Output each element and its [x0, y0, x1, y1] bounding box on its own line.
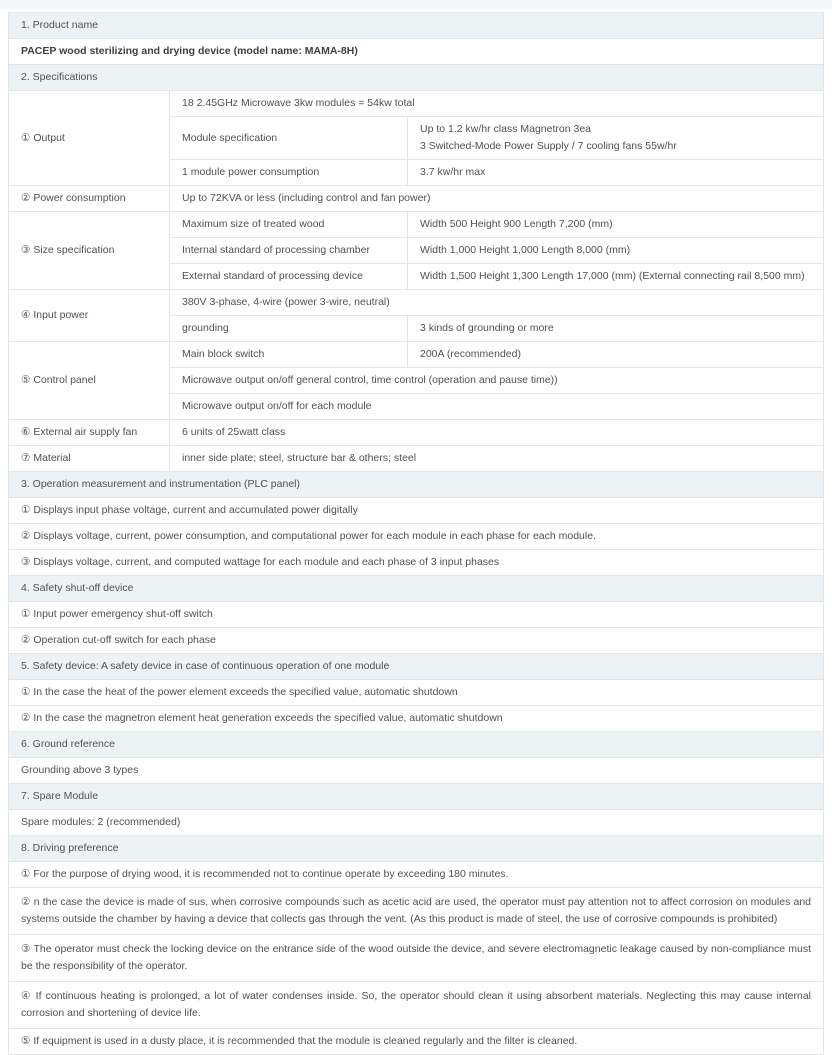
grounding-label: grounding — [170, 316, 408, 342]
driving-item-row — [9, 1029, 824, 1055]
driving-item: ② n the case the device is made of sus, when corrosive compounds such as acetic acid are used, the operator must pay attention not to affect corrosion on modules and systems outside the chamber by having a device that collects gas through the vent. (As this product is made of steel, the use of corrosive compounds is prohibited) — [9, 888, 824, 935]
size-label: ③ Size specification — [9, 212, 170, 290]
output-label: ① Output — [9, 91, 170, 186]
section-8-title: 8. Driving preference — [9, 836, 824, 862]
section-6-title: 6. Ground reference — [9, 732, 824, 758]
spec-sheet — [8, 12, 824, 1055]
driving-item-row — [9, 935, 824, 982]
material-label: ⑦ Material — [9, 446, 170, 472]
driving-item-row — [9, 982, 824, 1029]
driving-item: ④ If continuous heating is prolonged, a lot of water condenses inside. So, the operator should clean it using absorbent materials. Neglecting this may cause internal corrosion and shortening of device life. — [9, 982, 824, 1029]
operation-item-row — [9, 498, 824, 524]
control-panel-label: ⑤ Control panel — [9, 342, 170, 420]
section-1-title: 1. Product name — [9, 13, 824, 39]
section-2-header-row — [9, 65, 824, 91]
grounding-value: 3 kinds of grounding or more — [408, 316, 824, 342]
spec-row-power-consumption — [9, 186, 824, 212]
spec-row-fan — [9, 420, 824, 446]
product-name-row — [9, 39, 824, 65]
section-7-title: 7. Spare Module — [9, 784, 824, 810]
spec-row-main-switch — [9, 342, 824, 368]
spare-item-row — [9, 810, 824, 836]
module-power-value: 3.7 kw/hr max — [408, 160, 824, 186]
driving-item-row — [9, 862, 824, 888]
section-1-header-row — [9, 13, 824, 39]
section-2-title: 2. Specifications — [9, 65, 824, 91]
operation-item-row — [9, 524, 824, 550]
module-spec-line2: 3 Switched-Mode Power Supply / 7 cooling fans 55w/hr — [420, 140, 677, 152]
section-4-title: 4. Safety shut-off device — [9, 576, 824, 602]
power-consumption-value: Up to 72KVA or less (including control and fan power) — [170, 186, 824, 212]
safety-device-item: ① In the case the heat of the power element exceeds the specified value, automatic shutdown — [9, 680, 824, 706]
module-spec-value — [408, 117, 824, 160]
spec-sheet-table — [8, 12, 824, 1055]
spec-row-input-power — [9, 290, 824, 316]
safety-shutoff-item-row — [9, 602, 824, 628]
module-spec-line1: Up to 1.2 kw/hr class Magnetron 3ea — [420, 123, 592, 135]
general-control-value: Microwave output on/off general control, time control (operation and pause time)) — [170, 368, 824, 394]
section-5-title: 5. Safety device: A safety device in case of continuous operation of one module — [9, 654, 824, 680]
spec-row-size-1 — [9, 212, 824, 238]
size-row-value: Width 500 Height 900 Length 7,200 (mm) — [408, 212, 824, 238]
ground-item-row — [9, 758, 824, 784]
section-3-title: 3. Operation measurement and instrumentation (PLC panel) — [9, 472, 824, 498]
output-total: 18 2.45GHz Microwave 3kw modules = 54kw total — [170, 91, 824, 117]
safety-device-item-row — [9, 680, 824, 706]
page-top-strip — [0, 0, 832, 10]
driving-item-row — [9, 888, 824, 935]
section-4-header-row — [9, 576, 824, 602]
section-8-header-row — [9, 836, 824, 862]
driving-item: ① For the purpose of drying wood, it is recommended not to continue operate by exceeding 180 minutes. — [9, 862, 824, 888]
driving-item: ⑤ If equipment is used in a dusty place, it is recommended that the module is cleaned regularly and the filter is cleaned. — [9, 1029, 824, 1055]
safety-shutoff-item-row — [9, 628, 824, 654]
size-row-value: Width 1,000 Height 1,000 Length 8,000 (mm) — [408, 238, 824, 264]
material-value: inner side plate; steel, structure bar & others; steel — [170, 446, 824, 472]
safety-shutoff-item: ② Operation cut-off switch for each phase — [9, 628, 824, 654]
operation-item: ③ Displays voltage, current, and computed wattage for each module and each phase of 3 input phases — [9, 550, 824, 576]
module-power-label: 1 module power consumption — [170, 160, 408, 186]
module-control-value: Microwave output on/off for each module — [170, 394, 824, 420]
fan-value: 6 units of 25watt class — [170, 420, 824, 446]
size-row-value: Width 1,500 Height 1,300 Length 17,000 (mm) (External connecting rail 8,500 mm) — [408, 264, 824, 290]
safety-device-item: ② In the case the magnetron element heat generation exceeds the specified value, automatic shutdown — [9, 706, 824, 732]
driving-item: ③ The operator must check the locking device on the entrance side of the wood outside the device, and severe electromagnetic leakage caused by non-compliance must be the responsibility of the operator. — [9, 935, 824, 982]
operation-item: ② Displays voltage, current, power consumption, and computational power for each module in each phase for each module. — [9, 524, 824, 550]
safety-shutoff-item: ① Input power emergency shut-off switch — [9, 602, 824, 628]
safety-device-item-row — [9, 706, 824, 732]
main-switch-label: Main block switch — [170, 342, 408, 368]
spare-item: Spare modules: 2 (recommended) — [9, 810, 824, 836]
section-6-header-row — [9, 732, 824, 758]
section-3-header-row — [9, 472, 824, 498]
size-row-name: Maximum size of treated wood — [170, 212, 408, 238]
spec-row-material — [9, 446, 824, 472]
size-row-name: External standard of processing device — [170, 264, 408, 290]
size-row-name: Internal standard of processing chamber — [170, 238, 408, 264]
section-7-header-row — [9, 784, 824, 810]
spec-row-output-total — [9, 91, 824, 117]
operation-item-row — [9, 550, 824, 576]
main-switch-value: 200A (recommended) — [408, 342, 824, 368]
fan-label: ⑥ External air supply fan — [9, 420, 170, 446]
operation-item: ① Displays input phase voltage, current and accumulated power digitally — [9, 498, 824, 524]
ground-item: Grounding above 3 types — [9, 758, 824, 784]
section-5-header-row — [9, 654, 824, 680]
module-spec-label: Module specification — [170, 117, 408, 160]
power-consumption-label: ② Power consumption — [9, 186, 170, 212]
input-power-wiring: 380V 3-phase, 4-wire (power 3-wire, neutral) — [170, 290, 824, 316]
product-name: PACEP wood sterilizing and drying device (model name: MAMA-8H) — [9, 39, 824, 65]
input-power-label: ④ Input power — [9, 290, 170, 342]
